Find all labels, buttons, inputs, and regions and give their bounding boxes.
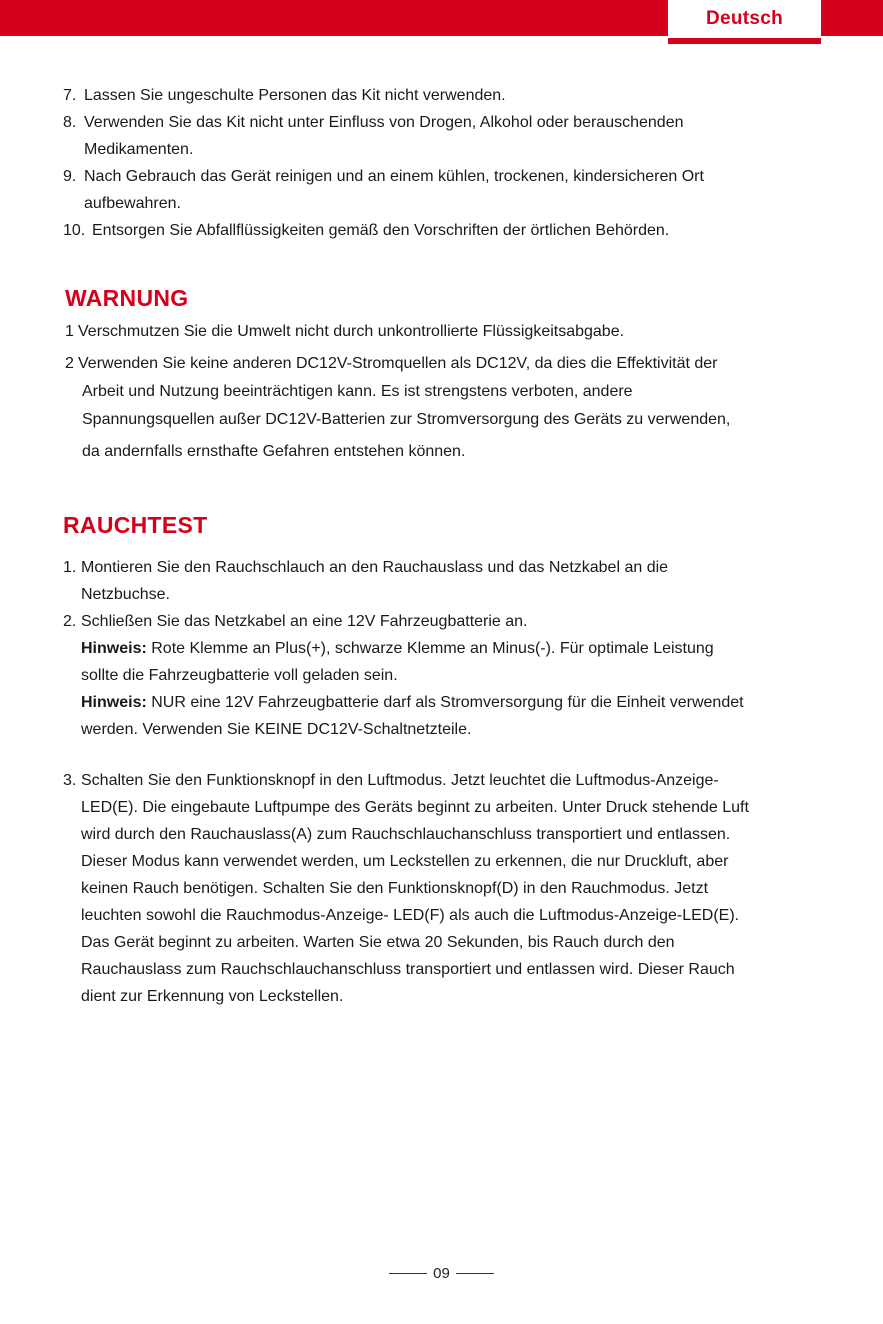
page-number: 09 xyxy=(433,1265,450,1282)
note-text: sollte die Fahrzeugbatterie voll geladen sein. xyxy=(81,667,398,684)
note-label: Hinweis: xyxy=(81,694,147,711)
list-item-number: 1. xyxy=(63,559,77,576)
list-item-number: 8. xyxy=(63,114,77,131)
list-item-number: 10. xyxy=(63,222,86,239)
list-item-text: Lassen Sie ungeschulte Personen das Kit nicht verwenden. xyxy=(84,87,506,104)
note-text: NUR eine 12V Fahrzeugbatterie darf als Stromversorgung für die Einheit verwendet xyxy=(151,694,744,711)
list-item-text: Das Gerät beginnt zu arbeiten. Warten Sie etwa 20 Sekunden, bis Rauch durch den xyxy=(81,934,675,951)
list-item-text: Verwenden Sie keine anderen DC12V-Stromquellen als DC12V, da dies die Effektivität der xyxy=(78,355,718,372)
list-item-text: Entsorgen Sie Abfallflüssigkeiten gemäß den Vorschriften der örtlichen Behörden. xyxy=(92,222,670,239)
language-label: Deutsch xyxy=(668,0,821,38)
list-item-text: aufbewahren. xyxy=(84,195,181,212)
list-item-text: wird durch den Rauchauslass(A) zum Rauchschlauchanschluss transportiert und entlassen. xyxy=(81,826,731,843)
smoke-test-heading: RAUCHTEST xyxy=(63,512,208,538)
list-item-text: Verschmutzen Sie die Umwelt nicht durch unkontrollierte Flüssigkeitsabgabe. xyxy=(78,323,625,340)
list-item-text: Netzbuchse. xyxy=(81,586,170,603)
list-item-number: 2 xyxy=(65,355,74,372)
list-item-number: 1 xyxy=(65,323,74,340)
list-item-text: Montieren Sie den Rauchschlauch an den Rauchauslass und das Netzkabel an die xyxy=(81,559,669,576)
footer-rule-right xyxy=(456,1273,494,1274)
note-text: Rote Klemme an Plus(+), schwarze Klemme an Minus(-). Für optimale Leistung xyxy=(151,640,714,657)
page-footer xyxy=(0,1265,883,1282)
footer-rule-left xyxy=(389,1273,427,1274)
list-item-text: Dieser Modus kann verwendet werden, um Leckstellen zu erkennen, die nur Druckluft, aber xyxy=(81,853,729,870)
note-line xyxy=(81,689,744,716)
list-item-text: Rauchauslass zum Rauchschlauchanschluss transportiert und entlassen wird. Dieser Rauch xyxy=(81,961,735,978)
note-label: Hinweis: xyxy=(81,640,147,657)
list-item-number: 2. xyxy=(63,613,77,630)
list-item-text: Medikamenten. xyxy=(84,141,194,158)
list-item-text: Arbeit und Nutzung beeinträchtigen kann. Es ist strengstens verboten, andere xyxy=(82,383,633,400)
list-item-text: da andernfalls ernsthafte Gefahren entstehen können. xyxy=(82,443,466,460)
note-line xyxy=(81,635,714,662)
list-item-text: Spannungsquellen außer DC12V-Batterien zur Stromversorgung des Geräts zu verwenden, xyxy=(82,411,731,428)
list-item-number: 3. xyxy=(63,772,77,789)
list-item-text: Nach Gebrauch das Gerät reinigen und an einem kühlen, trockenen, kindersicheren Ort xyxy=(84,168,704,185)
list-item-number: 7. xyxy=(63,87,77,104)
list-item-text: Schließen Sie das Netzkabel an eine 12V Fahrzeugbatterie an. xyxy=(81,613,528,630)
note-text: werden. Verwenden Sie KEINE DC12V-Schaltnetzteile. xyxy=(81,721,472,738)
list-item-text: LED(E). Die eingebaute Luftpumpe des Geräts beginnt zu arbeiten. Unter Druck stehende Luft xyxy=(81,799,749,816)
list-item-number: 9. xyxy=(63,168,77,185)
language-tab xyxy=(668,0,821,44)
warning-heading: WARNUNG xyxy=(65,285,189,311)
list-item-text: keinen Rauch benötigen. Schalten Sie den Funktionsknopf(D) in den Rauchmodus. Jetzt xyxy=(81,880,709,897)
list-item-text: dient zur Erkennung von Leckstellen. xyxy=(81,988,344,1005)
list-item-text: leuchten sowohl die Rauchmodus-Anzeige- LED(F) als auch die Luftmodus-Anzeige-LED(E). xyxy=(81,907,740,924)
list-item-text: Schalten Sie den Funktionsknopf in den Luftmodus. Jetzt leuchtet die Luftmodus-Anzeige- xyxy=(81,772,719,789)
list-item-text: Verwenden Sie das Kit nicht unter Einfluss von Drogen, Alkohol oder berauschenden xyxy=(84,114,684,131)
